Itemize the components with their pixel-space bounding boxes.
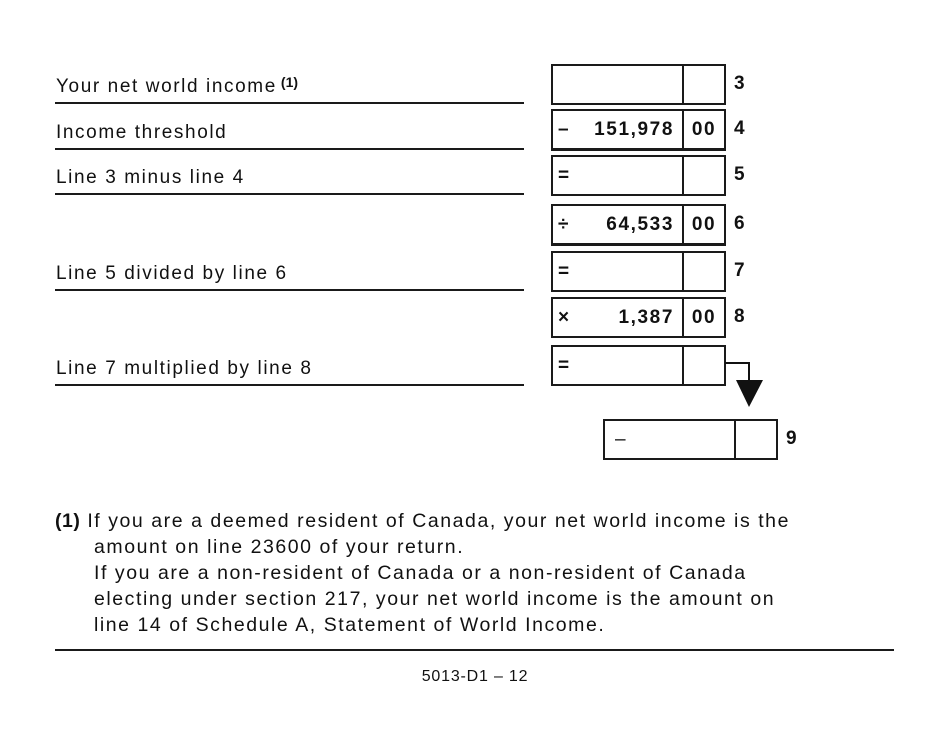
- cents-value: 00: [691, 213, 717, 235]
- divide-operator: ÷: [558, 213, 571, 235]
- label-text: Your net world income: [56, 76, 277, 97]
- footnote-line: electing under section 217, your net world income is the amount on: [94, 588, 776, 610]
- minus-operator: –: [615, 428, 628, 450]
- footnote-line: [55, 508, 905, 534]
- dollars-field[interactable]: [553, 253, 684, 290]
- footnote-mark: (1): [55, 510, 81, 532]
- footnote: [55, 508, 905, 638]
- dollars-field[interactable]: [553, 157, 684, 194]
- dollars-value: 64,533: [606, 213, 674, 235]
- footnote-text: If you are a deemed resident of Canada, your net world income is the: [87, 510, 790, 532]
- dollars-value: 1,387: [618, 306, 674, 328]
- footnote-line: line 14 of Schedule A, Statement of World Income.: [94, 614, 606, 636]
- label-text: Line 3 minus line 4: [56, 167, 245, 188]
- label-line-5: [55, 161, 524, 195]
- footer-divider: [55, 649, 894, 651]
- label-line-8-result: [55, 352, 524, 386]
- amount-field-line-9[interactable]: [603, 419, 778, 460]
- dollars-field: [553, 111, 684, 148]
- amount-field-line-3[interactable]: [551, 64, 726, 105]
- label-text: Line 7 multiplied by line 8: [56, 358, 313, 379]
- arrow-down-icon: [720, 355, 770, 411]
- amount-field-line-7x8[interactable]: [551, 345, 726, 386]
- line-number-3: 3: [734, 73, 745, 94]
- footnote-line: If you are a non-resident of Canada or a non-resident of Canada: [94, 562, 747, 584]
- equals-operator: =: [558, 354, 571, 376]
- amount-field-line-4: [551, 109, 726, 151]
- equals-operator: =: [558, 260, 571, 282]
- dollars-value: 151,978: [594, 118, 674, 140]
- label-line-3: [55, 70, 524, 104]
- dollars-field: [553, 299, 684, 336]
- equals-operator: =: [558, 164, 571, 186]
- dollars-field[interactable]: [553, 66, 684, 103]
- dollars-field[interactable]: [553, 347, 684, 384]
- amount-field-line-5[interactable]: [551, 155, 726, 196]
- dollars-field: [553, 206, 684, 243]
- label-text: Line 5 divided by line 6: [56, 263, 288, 284]
- label-text: Income threshold: [56, 122, 228, 143]
- page-number: 5013-D1 – 12: [421, 668, 529, 685]
- footnote-ref: (1): [280, 74, 299, 90]
- minus-operator: –: [558, 118, 571, 140]
- line-number-6: 6: [734, 213, 745, 234]
- cents-value: 00: [691, 306, 717, 328]
- cents-field[interactable]: [684, 347, 724, 384]
- label-line-7: [55, 257, 524, 291]
- amount-field-line-8: [551, 297, 726, 338]
- cents-field[interactable]: [684, 66, 724, 103]
- label-line-4: [55, 116, 524, 150]
- line-number-5: 5: [734, 164, 745, 185]
- line-number-7: 7: [734, 260, 745, 281]
- cents-field[interactable]: [684, 253, 724, 290]
- cents-field[interactable]: [684, 157, 724, 194]
- amount-field-line-7[interactable]: [551, 251, 726, 292]
- line-number-8: 8: [734, 306, 745, 327]
- amount-field-line-6: [551, 204, 726, 246]
- cents-value: 00: [691, 118, 717, 140]
- line-number-9: 9: [786, 428, 797, 449]
- dollars-field[interactable]: [605, 421, 736, 458]
- multiply-operator: ×: [558, 306, 571, 328]
- cents-field[interactable]: [736, 421, 776, 458]
- footnote-line: amount on line 23600 of your return.: [94, 536, 465, 558]
- line-number-4: 4: [734, 118, 745, 139]
